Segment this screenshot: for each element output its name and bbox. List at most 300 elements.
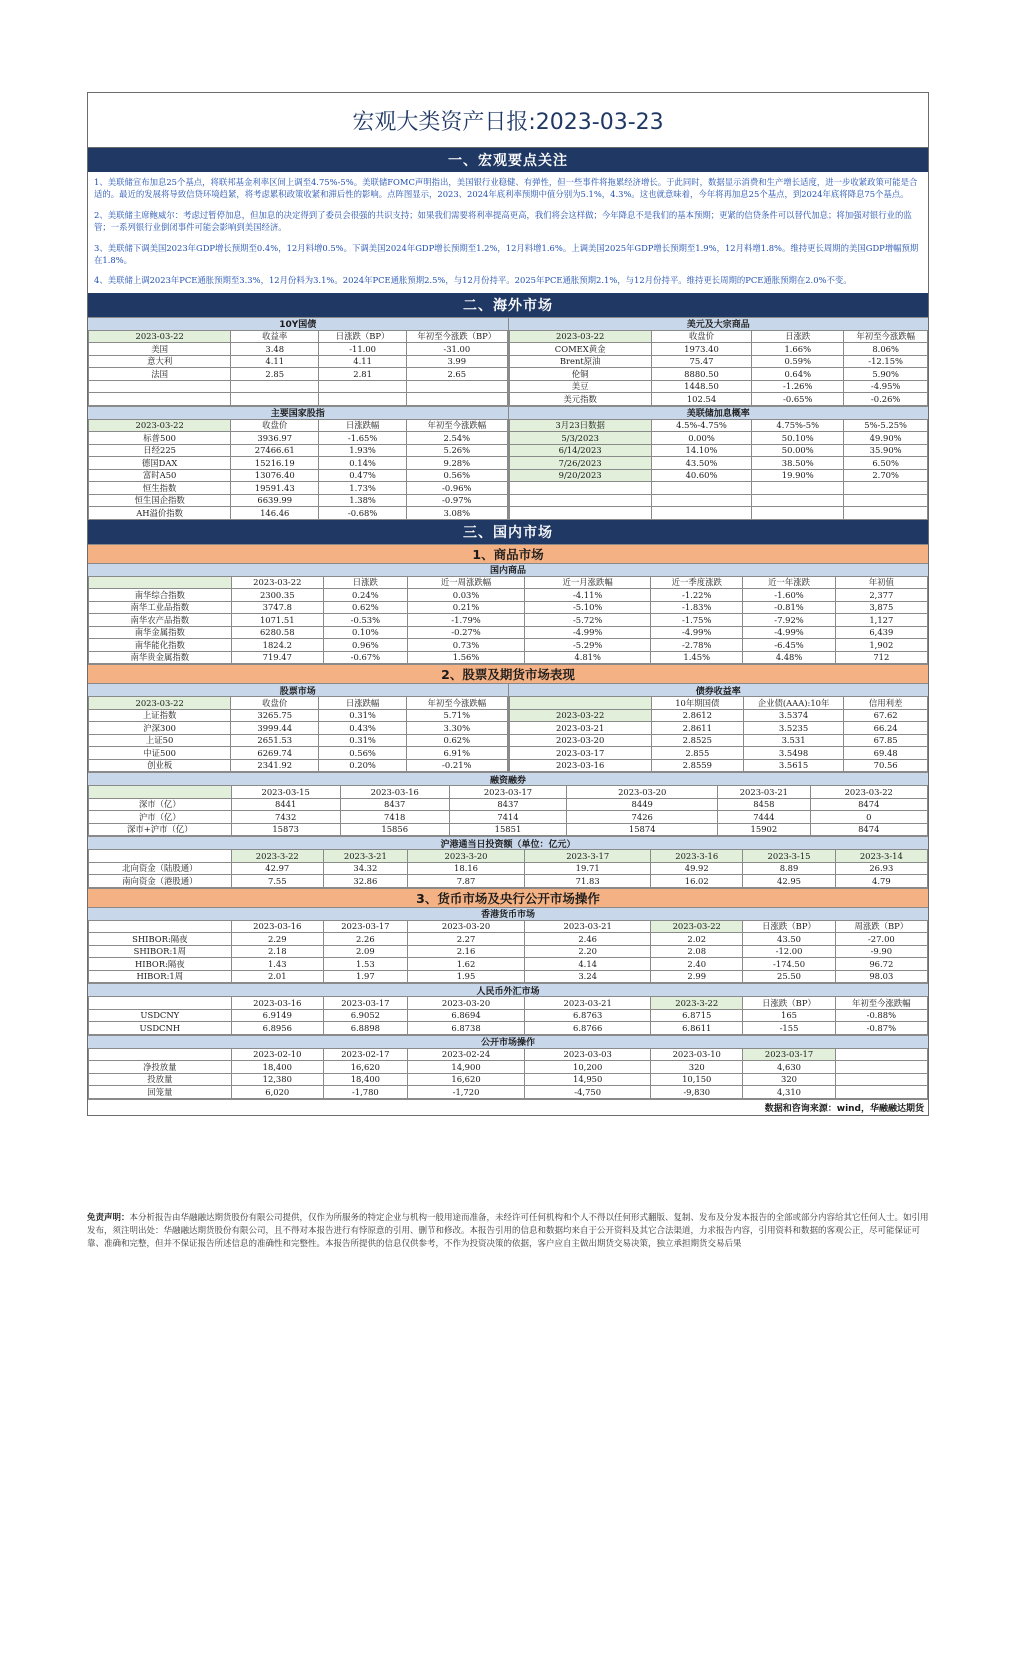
header-cell: 日涨跌幅 <box>319 697 407 710</box>
commodities-title: 国内商品 <box>88 563 928 576</box>
table-cell: 8449 <box>567 798 718 811</box>
table-cell: 南华能化指数 <box>89 639 232 652</box>
header-cell: 日涨跌（BP） <box>743 997 835 1010</box>
header-cell: 2023-03-20 <box>407 920 524 933</box>
table-cell: 40.60% <box>651 469 751 482</box>
table-cell: 1.97 <box>323 970 407 983</box>
table-row <box>89 862 928 875</box>
table-cell: -27.00 <box>835 933 927 946</box>
table-cell: 8441 <box>231 798 340 811</box>
table-row <box>89 380 508 393</box>
header-cell: 2023-02-10 <box>231 1048 323 1061</box>
table-row <box>89 722 508 735</box>
table-row <box>509 734 928 747</box>
table-cell: 美国 <box>89 343 231 356</box>
macro-point: 3、美联储下调美国2023年GDP增长预期至0.4%，12月料增0.5%。下调美国2024年GDP增长预期至1.2%，12月料增1.6%。上调美国2025年GDP增长预期至1.9%，12月料增1.8%。维持更长周期的美国GDP增幅预期在1.8%。 <box>94 242 919 266</box>
indices-title: 主要国家股指 <box>88 406 508 419</box>
table-cell: 7418 <box>340 811 449 824</box>
table-cell: -2.78% <box>651 639 743 652</box>
table-cell: 42.95 <box>743 875 835 888</box>
table-cell: 5.71% <box>407 709 507 722</box>
header-cell: 2023-3-22 <box>651 997 743 1010</box>
table-cell <box>651 494 751 507</box>
table-cell <box>509 494 651 507</box>
table-cell: 2023-03-22 <box>509 709 651 722</box>
table-cell: 2.8611 <box>651 722 743 735</box>
table-cell: 南华综合指数 <box>89 589 232 602</box>
section-header-overseas: 二、海外市场 <box>88 293 928 317</box>
table-row <box>89 601 928 614</box>
table-cell <box>844 482 928 495</box>
table-cell: 2.70% <box>844 469 928 482</box>
table-cell <box>319 380 407 393</box>
header-cell: 日涨跌（BP） <box>743 920 835 933</box>
table-cell: 6.8611 <box>651 1022 743 1035</box>
table-cell: 南华工业品指数 <box>89 601 232 614</box>
table-row <box>89 469 508 482</box>
table-cell: SHIBOR:1周 <box>89 945 232 958</box>
table-cell: 66.24 <box>844 722 928 735</box>
table-cell: 43.50% <box>651 457 751 470</box>
header-cell: 2023-03-20 <box>567 786 718 799</box>
table-cell: 7.87 <box>407 875 524 888</box>
table-cell: 14,950 <box>525 1073 651 1086</box>
table-cell: -1.60% <box>743 589 835 602</box>
table-cell: 6.91% <box>407 747 507 760</box>
header-cell: 4.5%-4.75% <box>651 419 751 432</box>
money-title: 香港货币市场 <box>88 907 928 920</box>
table-cell: 4,630 <box>743 1061 835 1074</box>
table-cell: 2651.53 <box>231 734 319 747</box>
macro-point: 1、美联储宣布加息25个基点，将联邦基金利率区间上调至4.75%-5%。美联储FOMC声明指出，美国银行业稳健、有弹性，但一些事件将拖累经济增长。于此同时，数据显示消费和生产增长适度，进一步收紧政策可能是合适的。最近的发展将导致信贷环境趋紧，将考虑累积政策收紧和滞后性的影响。点阵图显示，2023、2024年底利率预期中值分别为5.1%，4.3%。这也就意味着，今年将再加息25个基点，到2024年底将降息75个基点。 <box>94 177 918 200</box>
table-cell: 1.45% <box>651 651 743 664</box>
table-cell: 50.10% <box>752 432 844 445</box>
header-cell: 日涨跌 <box>752 330 844 343</box>
header-cell: 年初至今涨跌幅 <box>407 697 507 710</box>
table-cell: -4.99% <box>743 626 835 639</box>
table-cell: 16,620 <box>407 1073 524 1086</box>
table-cell: 上证50 <box>89 734 231 747</box>
table-cell: COMEX黄金 <box>509 343 651 356</box>
table-cell: 0.43% <box>319 722 407 735</box>
data-source: 数据和咨询来源：wind，华融融达期货 <box>88 1099 928 1115</box>
macro-points <box>88 172 928 293</box>
table-cell: 美豆 <box>509 380 651 393</box>
table-row <box>509 494 928 507</box>
table-cell: 0.73% <box>407 639 524 652</box>
section-header-macro: 一、宏观要点关注 <box>88 148 928 172</box>
header-cell: 2023-03-22 <box>89 330 231 343</box>
table-cell: 6269.74 <box>231 747 319 760</box>
table-cell: 15873 <box>231 823 340 836</box>
table-cell: 3265.75 <box>231 709 319 722</box>
table-cell: 南华贵金属指数 <box>89 651 232 664</box>
table-row <box>89 614 928 627</box>
table-cell: -0.65% <box>752 393 844 406</box>
header-cell: 2023-03-03 <box>525 1048 651 1061</box>
table-cell: 2.855 <box>651 747 743 760</box>
table-cell: 38.50% <box>752 457 844 470</box>
table-cell: 2.08 <box>651 945 743 958</box>
table-cell: 2023-03-21 <box>509 722 651 735</box>
table-cell: 0.59% <box>752 355 844 368</box>
table-cell: 712 <box>835 651 927 664</box>
table-cell: 南华农产品指数 <box>89 614 232 627</box>
table-header-row <box>89 419 508 432</box>
table-cell: 19591.43 <box>231 482 319 495</box>
table-cell: -1,720 <box>407 1086 524 1099</box>
header-cell: 2023-03-22 <box>509 330 651 343</box>
table-cell: 0.47% <box>319 469 407 482</box>
header-cell: 2023-03-22 <box>810 786 928 799</box>
table-cell: 5.26% <box>407 444 507 457</box>
header-cell <box>835 1048 927 1061</box>
table-cell: 3999.44 <box>231 722 319 735</box>
stock-title: 股票市场 <box>88 683 508 696</box>
table-cell: -155 <box>743 1022 835 1035</box>
table-row <box>89 811 928 824</box>
table-cell: 标普500 <box>89 432 231 445</box>
header-cell: 收盘价 <box>651 330 751 343</box>
table-cell: 2.01 <box>231 970 323 983</box>
header-cell: 年初至今涨跌幅 <box>844 330 928 343</box>
table-cell: 12,380 <box>231 1073 323 1086</box>
table-cell: HIBOR:1周 <box>89 970 232 983</box>
table-cell: 15902 <box>718 823 810 836</box>
table-cell: 0.31% <box>319 734 407 747</box>
table-cell: 10,200 <box>525 1061 651 1074</box>
table-cell: 2.99 <box>651 970 743 983</box>
table-header-row <box>89 330 508 343</box>
table-row <box>509 507 928 520</box>
table-cell: 0 <box>810 811 928 824</box>
header-cell: 2023-03-17 <box>449 786 566 799</box>
table-row <box>89 1009 928 1022</box>
table-cell: 7444 <box>718 811 810 824</box>
table-cell: 6.50% <box>844 457 928 470</box>
table-header-row <box>89 920 928 933</box>
table-cell: 2.8612 <box>651 709 743 722</box>
table-cell: 26.93 <box>835 862 927 875</box>
table-cell: -5.72% <box>525 614 651 627</box>
table-cell: 3.24 <box>525 970 651 983</box>
table-cell: SHIBOR:隔夜 <box>89 933 232 946</box>
header-cell: 2023-03-16 <box>231 920 323 933</box>
header-cell: 近一季度涨跌 <box>651 576 743 589</box>
table-cell: 5/3/2023 <box>509 432 651 445</box>
table-cell: 6.8694 <box>407 1009 524 1022</box>
table-cell: 6.8956 <box>231 1022 323 1035</box>
header-cell: 10年期国债 <box>651 697 743 710</box>
table-cell: 8880.50 <box>651 368 751 381</box>
table-cell: -6.45% <box>743 639 835 652</box>
table-cell: HIBOR:隔夜 <box>89 958 232 971</box>
table-row <box>509 368 928 381</box>
table-cell: 34.32 <box>323 862 407 875</box>
yield-table <box>509 696 929 772</box>
table-cell: -0.87% <box>835 1022 927 1035</box>
header-cell: 2023-03-17 <box>323 920 407 933</box>
table-cell: 中证500 <box>89 747 231 760</box>
table-header-row <box>89 786 928 799</box>
table-header-row <box>89 850 928 863</box>
table-cell: 0.10% <box>323 626 407 639</box>
table-row <box>89 626 928 639</box>
table-row <box>89 343 508 356</box>
table-cell: 6.8763 <box>525 1009 651 1022</box>
header-cell: 4.75%-5% <box>752 419 844 432</box>
table-row <box>89 970 928 983</box>
table-cell: 32.86 <box>323 875 407 888</box>
table-cell: 0.62% <box>407 734 507 747</box>
table-cell: 35.90% <box>844 444 928 457</box>
header-cell: 2023-02-17 <box>323 1048 407 1061</box>
table-cell: 2.8559 <box>651 759 743 772</box>
table-cell: 1,902 <box>835 639 927 652</box>
table-cell: 美元指数 <box>509 393 651 406</box>
table-cell: -1.26% <box>752 380 844 393</box>
table-row <box>509 355 928 368</box>
table-cell: 19.90% <box>752 469 844 482</box>
table-cell: 14.10% <box>651 444 751 457</box>
table-cell: -12.15% <box>844 355 928 368</box>
table-cell <box>752 494 844 507</box>
table-cell: -1.75% <box>651 614 743 627</box>
table-row <box>89 639 928 652</box>
table-cell: 0.96% <box>323 639 407 652</box>
table-cell <box>835 1061 927 1074</box>
table-cell: 3.99 <box>407 355 507 368</box>
table-cell: -4.95% <box>844 380 928 393</box>
table-cell: 1.38% <box>319 494 407 507</box>
connect-title: 沪港通当日投资额（单位：亿元） <box>88 836 928 849</box>
table-cell: 3936.97 <box>231 432 319 445</box>
header-cell: 2023-03-16 <box>340 786 449 799</box>
table-row <box>509 432 928 445</box>
table-cell: 9/20/2023 <box>509 469 651 482</box>
table-row <box>89 507 508 520</box>
header-cell: 2023-02-24 <box>407 1048 524 1061</box>
table-cell: 0.00% <box>651 432 751 445</box>
table-cell: -0.96% <box>407 482 507 495</box>
table-row <box>509 380 928 393</box>
table-row <box>509 469 928 482</box>
bonds-table <box>88 330 508 406</box>
table-cell <box>89 393 231 406</box>
table-cell: 1824.2 <box>231 639 323 652</box>
table-header-row <box>89 997 928 1010</box>
table-cell: 2341.92 <box>231 759 319 772</box>
report-title: 宏观大类资产日报:2023-03-23 <box>88 93 928 148</box>
usd-title: 美元及大宗商品 <box>509 317 929 330</box>
table-cell: 1973.40 <box>651 343 751 356</box>
table-cell: 0.64% <box>752 368 844 381</box>
table-cell <box>231 393 319 406</box>
header-cell: 2023-03-22 <box>89 697 231 710</box>
table-cell: 6.9149 <box>231 1009 323 1022</box>
table-cell: 3.30% <box>407 722 507 735</box>
table-cell <box>651 482 751 495</box>
table-cell: 71.83 <box>525 875 651 888</box>
table-cell: -4.11% <box>525 589 651 602</box>
table-cell: 2.20 <box>525 945 651 958</box>
table-cell: 2.40 <box>651 958 743 971</box>
table-cell: -0.97% <box>407 494 507 507</box>
table-cell: AH溢价指数 <box>89 507 231 520</box>
header-cell: 收盘价 <box>231 697 319 710</box>
table-header-row <box>89 1048 928 1061</box>
table-cell <box>407 393 507 406</box>
table-row <box>89 945 928 958</box>
table-cell: 2.27 <box>407 933 524 946</box>
table-cell: -0.68% <box>319 507 407 520</box>
table-cell: 0.62% <box>323 601 407 614</box>
header-cell: 2023-3-14 <box>835 850 927 863</box>
header-cell: 2023-03-17 <box>743 1048 835 1061</box>
disclaimer <box>87 1212 929 1251</box>
table-cell: 9.28% <box>407 457 507 470</box>
table-cell <box>231 380 319 393</box>
commodities-table <box>88 576 928 665</box>
table-row <box>89 1022 928 1035</box>
table-cell: 27466.61 <box>231 444 319 457</box>
table-cell: 2.65 <box>407 368 507 381</box>
table-cell: 8437 <box>449 798 566 811</box>
table-row <box>509 747 928 760</box>
bonds-title: 10Y国债 <box>88 317 508 330</box>
header-cell <box>509 697 651 710</box>
table-cell: 49.92 <box>651 862 743 875</box>
table-row <box>89 494 508 507</box>
table-cell: 意大利 <box>89 355 231 368</box>
table-cell: 3.5498 <box>743 747 843 760</box>
header-cell <box>89 1048 232 1061</box>
table-cell: 投放量 <box>89 1073 232 1086</box>
table-cell: 2.54% <box>407 432 507 445</box>
table-row <box>89 1086 928 1099</box>
table-cell: 2023-03-16 <box>509 759 651 772</box>
table-cell: 2.16 <box>407 945 524 958</box>
table-cell: 5.90% <box>844 368 928 381</box>
overseas-top <box>88 317 928 406</box>
table-cell: 恒生指数 <box>89 482 231 495</box>
table-cell: 德国DAX <box>89 457 231 470</box>
table-cell: 2.81 <box>319 368 407 381</box>
table-cell: -9,830 <box>651 1086 743 1099</box>
table-cell: 0.14% <box>319 457 407 470</box>
table-cell: 96.72 <box>835 958 927 971</box>
fed-title: 美联储加息概率 <box>509 406 929 419</box>
table-cell: 6.8738 <box>407 1022 524 1035</box>
table-row <box>89 747 508 760</box>
subsection-money: 3、货币市场及央行公开市场操作 <box>88 888 928 907</box>
header-cell: 2023-03-22 <box>651 920 743 933</box>
table-cell: -1,780 <box>323 1086 407 1099</box>
table-cell: -12.00 <box>743 945 835 958</box>
header-cell: 年初至今涨跌幅 <box>835 997 927 1010</box>
table-cell: 15874 <box>567 823 718 836</box>
table-cell: 0.56% <box>319 747 407 760</box>
table-cell: 0.20% <box>319 759 407 772</box>
table-cell: 8437 <box>340 798 449 811</box>
table-cell: 3.48 <box>231 343 319 356</box>
margin-table <box>88 785 928 836</box>
table-row <box>89 457 508 470</box>
table-cell: -174.50 <box>743 958 835 971</box>
table-cell: 恒生国企指数 <box>89 494 231 507</box>
table-cell: 1.66% <box>752 343 844 356</box>
table-row <box>509 759 928 772</box>
header-cell: 收盘价 <box>231 419 319 432</box>
table-cell: 8.06% <box>844 343 928 356</box>
header-cell: 2023-03-22 <box>231 576 323 589</box>
table-cell <box>509 482 651 495</box>
table-header-row <box>89 697 508 710</box>
table-cell: -1.22% <box>651 589 743 602</box>
table-cell: 43.50 <box>743 933 835 946</box>
table-cell: -0.67% <box>323 651 407 664</box>
header-cell: 年初至今涨跌（BP） <box>407 330 507 343</box>
table-cell: 4.81% <box>525 651 651 664</box>
table-row <box>89 651 928 664</box>
table-cell: 18.16 <box>407 862 524 875</box>
table-cell: 4.11 <box>319 355 407 368</box>
yield-title: 债券收益率 <box>509 683 929 696</box>
table-cell: 6.9052 <box>323 1009 407 1022</box>
table-row <box>509 709 928 722</box>
table-cell: 法国 <box>89 368 231 381</box>
table-cell: 北向资金（陆股通） <box>89 862 232 875</box>
table-cell: 2.29 <box>231 933 323 946</box>
table-cell: USDCNH <box>89 1022 232 1035</box>
header-cell: 2023-03-10 <box>651 1048 743 1061</box>
table-cell: 7414 <box>449 811 566 824</box>
table-row <box>89 875 928 888</box>
header-cell <box>89 920 232 933</box>
table-cell: 2023-03-20 <box>509 734 651 747</box>
table-row <box>89 432 508 445</box>
header-cell: 5%-5.25% <box>844 419 928 432</box>
header-cell: 2023-3-15 <box>743 850 835 863</box>
table-cell: Brent原油 <box>509 355 651 368</box>
table-cell: 0.03% <box>407 589 524 602</box>
header-cell <box>89 576 232 589</box>
table-row <box>89 393 508 406</box>
table-cell: 49.90% <box>844 432 928 445</box>
header-cell: 2023-03-21 <box>525 997 651 1010</box>
table-cell <box>407 380 507 393</box>
table-cell: -1.65% <box>319 432 407 445</box>
report-sheet <box>87 92 929 1116</box>
table-cell: 上证指数 <box>89 709 231 722</box>
table-row <box>89 589 928 602</box>
header-cell: 年初值 <box>835 576 927 589</box>
table-cell: -0.88% <box>835 1009 927 1022</box>
table-cell: 146.46 <box>231 507 319 520</box>
omo-table <box>88 1048 928 1099</box>
header-cell: 近一月涨跌幅 <box>525 576 651 589</box>
table-cell: 3747.8 <box>231 601 323 614</box>
fed-table <box>509 419 929 520</box>
header-cell: 2023-3-22 <box>231 850 323 863</box>
disclaimer-text: 本分析报告由华融融达期货股份有限公司提供，仅作为所服务的特定企业与机构一般用途而准备，未经许可任何机构和个人不得以任何形式翻版、复制、发布及分发本报告的全部或部分内容给其它任何人士。如引用发布，须注明出处：华融融达期货股份有限公司，且不得对本报告进行有悖原意的引用、删节和修改。本报告引用的信息和数据均来自于公开资料及其它合法渠道，力求报告内容，引用资料和数据的客观公正，尽可能保证可靠、准确和完整，但并不保证报告所述信息的准确性和完整性。本报告所提供的信息仅供参考，不作为投资决策的依据，客户应自主做出期货交易决策，独立承担期货交易后果 <box>87 1213 929 1249</box>
table-cell: 3.5374 <box>743 709 843 722</box>
table-cell: -0.26% <box>844 393 928 406</box>
fx-title: 人民币外汇市场 <box>88 983 928 996</box>
header-cell: 2023-3-16 <box>651 850 743 863</box>
table-cell: 2300.35 <box>231 589 323 602</box>
table-cell: 4.11 <box>231 355 319 368</box>
